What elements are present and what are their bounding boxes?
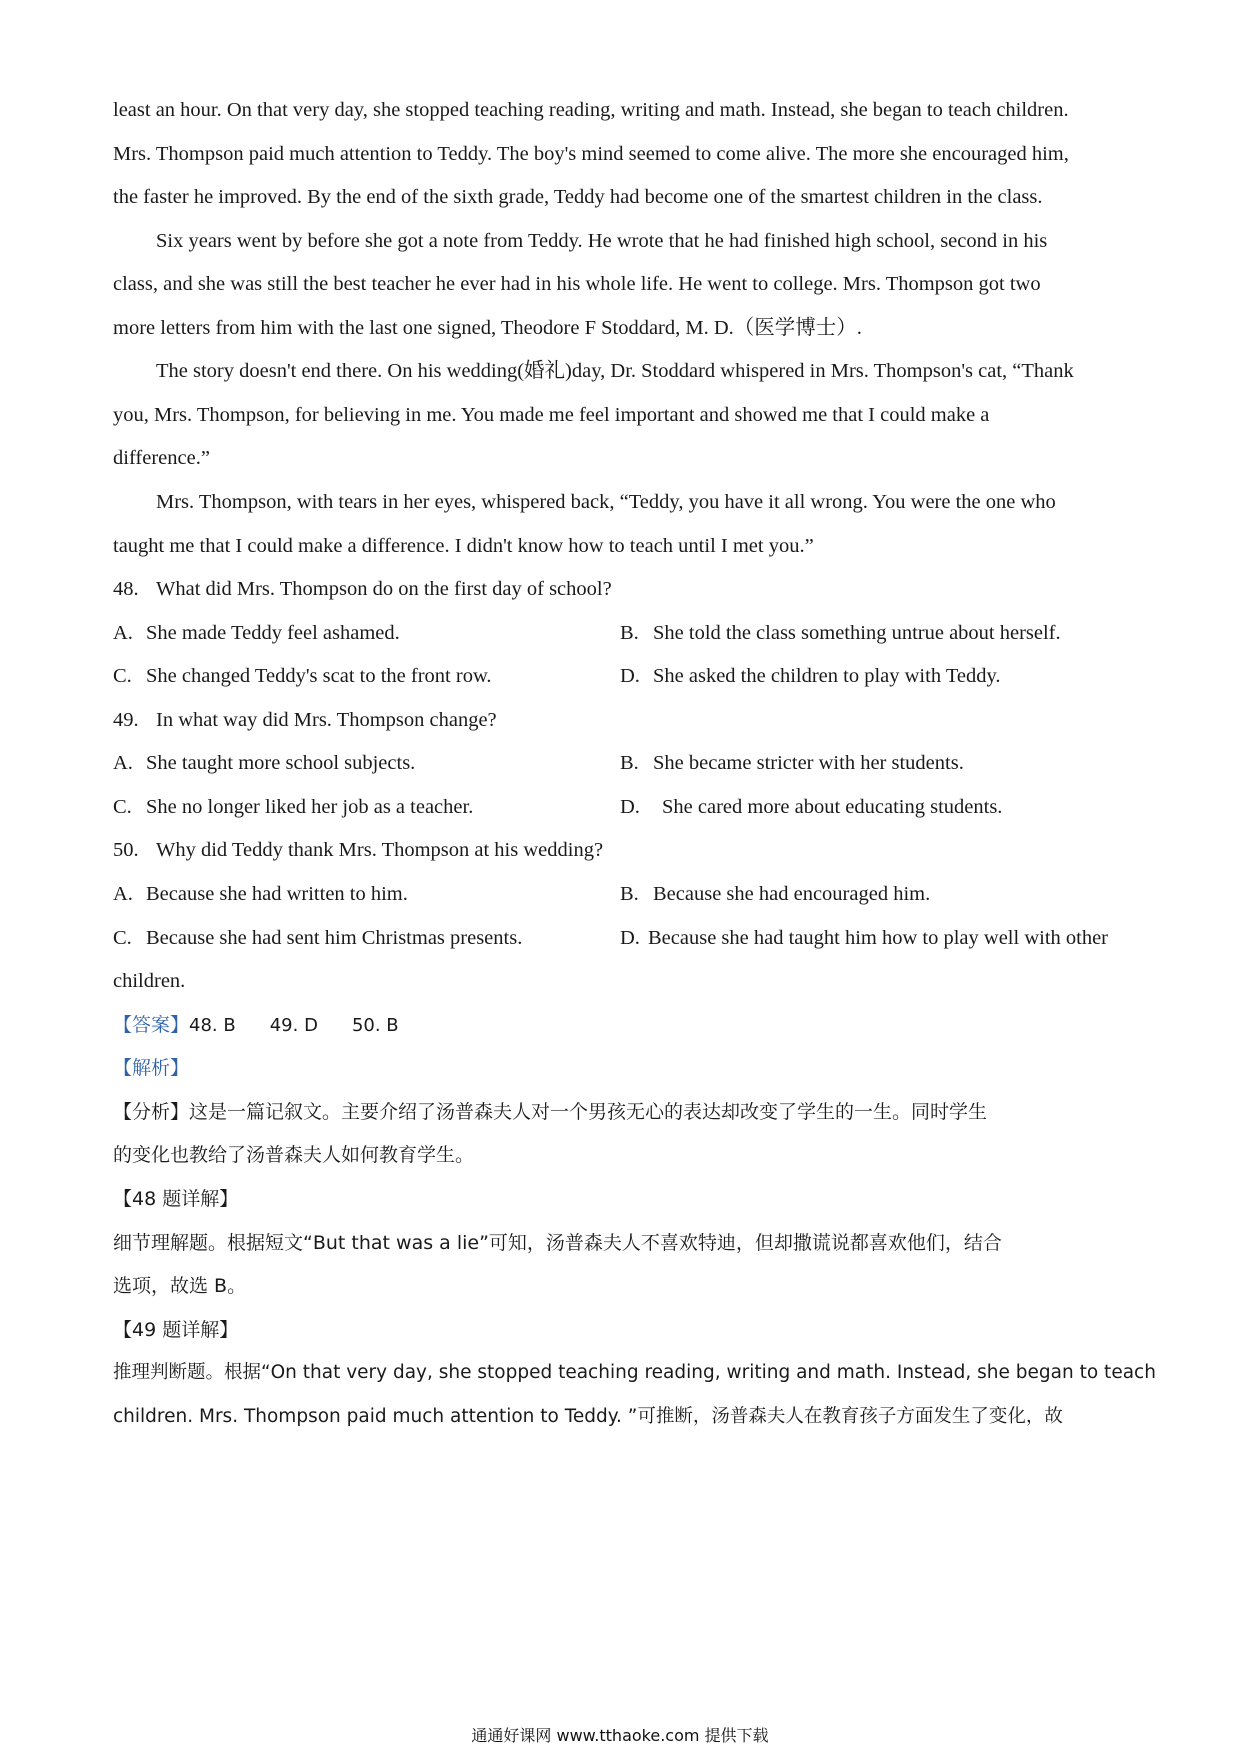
question-49-stem (113, 707, 497, 733)
option-text: Because she had written to him. (146, 883, 408, 905)
option-letter: A. (113, 622, 133, 644)
option-49-d[interactable] (620, 794, 1002, 820)
question-48-stem (113, 576, 612, 602)
question-50-stem (113, 837, 603, 863)
option-text: She cared more about educating students. (662, 796, 1003, 818)
passage-line: class, and she was still the best teacher he ever had in his whole life. He went to college. Mrs. Thompson got two (113, 273, 1041, 295)
answer-label: 【答案】 (113, 1014, 190, 1036)
option-letter: D. (620, 665, 640, 687)
question-number: 49. (113, 709, 139, 731)
option-48-c[interactable] (113, 663, 492, 689)
option-text: She made Teddy feel ashamed. (146, 622, 400, 644)
q48-heading: 【48 题详解】 (113, 1188, 239, 1210)
option-text: She became stricter with her students. (653, 752, 964, 774)
passage-line: The story doesn't end there. On his wedding(婚礼)day, Dr. Stoddard whispered in Mrs. Thompson's cat, “Thank (156, 360, 1074, 382)
option-50-b[interactable] (620, 881, 930, 907)
answer-49: 49. D (269, 1015, 318, 1036)
answer-48: 48. B (189, 1015, 236, 1036)
option-text: Because she had encouraged him. (653, 883, 931, 905)
passage-line: you, Mrs. Thompson, for believing in me. You made me feel important and showed me that I could make a (113, 404, 990, 426)
option-letter: B. (620, 883, 639, 905)
option-text: She taught more school subjects. (146, 752, 416, 774)
question-number: 48. (113, 578, 139, 600)
option-48-d[interactable] (620, 663, 1001, 689)
answer-row (113, 1012, 433, 1039)
question-number: 50. (113, 839, 139, 861)
question-text: Why did Teddy thank Mrs. Thompson at his wedding? (156, 839, 604, 861)
option-letter: B. (620, 622, 639, 644)
option-text: She told the class something untrue about herself. (653, 622, 1061, 644)
footer-watermark: 通通好课网 www.tthaoke.com 提供下载 (471, 1726, 769, 1745)
option-text: She asked the children to play with Teddy. (653, 665, 1001, 687)
q48-explanation-line: 细节理解题。根据短文“But that was a lie”可知，汤普森夫人不喜欢特迪，但却撒谎说都喜欢他们，结合 (113, 1232, 1002, 1254)
option-letter: C. (113, 927, 132, 949)
passage-line: taught me that I could make a difference. I didn't know how to teach until I met you.” (113, 535, 814, 557)
option-text: Because she had taught him how to play well with other (648, 927, 1109, 949)
option-letter: B. (620, 752, 639, 774)
question-text: In what way did Mrs. Thompson change? (156, 709, 497, 731)
passage-line: Six years went by before she got a note from Teddy. He wrote that he had finished high school, second in his (156, 230, 1048, 252)
option-letter: D. (620, 796, 640, 818)
option-49-a[interactable] (113, 750, 415, 776)
option-text: Because she had sent him Christmas presents. (146, 927, 523, 949)
option-text: She no longer liked her job as a teacher. (146, 796, 474, 818)
option-50-d-continuation: children. (113, 970, 186, 992)
option-50-c[interactable] (113, 925, 522, 951)
passage-line: Mrs. Thompson paid much attention to Teddy. The boy's mind seemed to come alive. The more she encouraged him, (113, 143, 1069, 165)
option-48-b[interactable] (620, 620, 1061, 646)
option-49-b[interactable] (620, 750, 964, 776)
passage-line: more letters from him with the last one signed, Theodore F Stoddard, M. D.（医学博士）. (113, 317, 862, 339)
option-letter: C. (113, 796, 132, 818)
analysis-intro-line: 的变化也教给了汤普森夫人如何教育学生。 (113, 1144, 475, 1166)
option-50-d[interactable] (620, 925, 1108, 951)
q49-explanation-line: 推理判断题。根据“On that very day, she stopped teaching reading, writing and math. Instead, she began to teach (113, 1362, 1156, 1383)
passage-line: Mrs. Thompson, with tears in her eyes, whispered back, “Teddy, you have it all wrong. You were the one who (156, 491, 1056, 513)
option-letter: C. (113, 665, 132, 687)
option-49-c[interactable] (113, 794, 473, 820)
passage-line: difference.” (113, 447, 210, 469)
passage-line: least an hour. On that very day, she stopped teaching reading, writing and math. Instead, she began to teach children. (113, 99, 1069, 121)
option-48-a[interactable] (113, 620, 400, 646)
option-text: She changed Teddy's scat to the front row. (146, 665, 492, 687)
question-text: What did Mrs. Thompson do on the first day of school? (156, 578, 612, 600)
analysis-intro-line: 【分析】这是一篇记叙文。主要介绍了汤普森夫人对一个男孩无心的表达却改变了学生的一生。同时学生 (113, 1101, 988, 1123)
q49-heading: 【49 题详解】 (113, 1319, 239, 1341)
passage-line: the faster he improved. By the end of the sixth grade, Teddy had become one of the smartest children in the class. (113, 186, 1043, 208)
option-letter: A. (113, 752, 133, 774)
q49-explanation-line: children. Mrs. Thompson paid much attention to Teddy. ”可推断，汤普森夫人在教育孩子方面发生了变化，故 (113, 1406, 1063, 1427)
q48-explanation-line: 选项，故选 B。 (113, 1275, 247, 1297)
option-50-a[interactable] (113, 881, 408, 907)
analysis-label: 【解析】 (113, 1057, 190, 1079)
answer-50: 50. B (351, 1015, 399, 1036)
option-letter: A. (113, 883, 133, 905)
option-letter: D. (620, 927, 640, 949)
